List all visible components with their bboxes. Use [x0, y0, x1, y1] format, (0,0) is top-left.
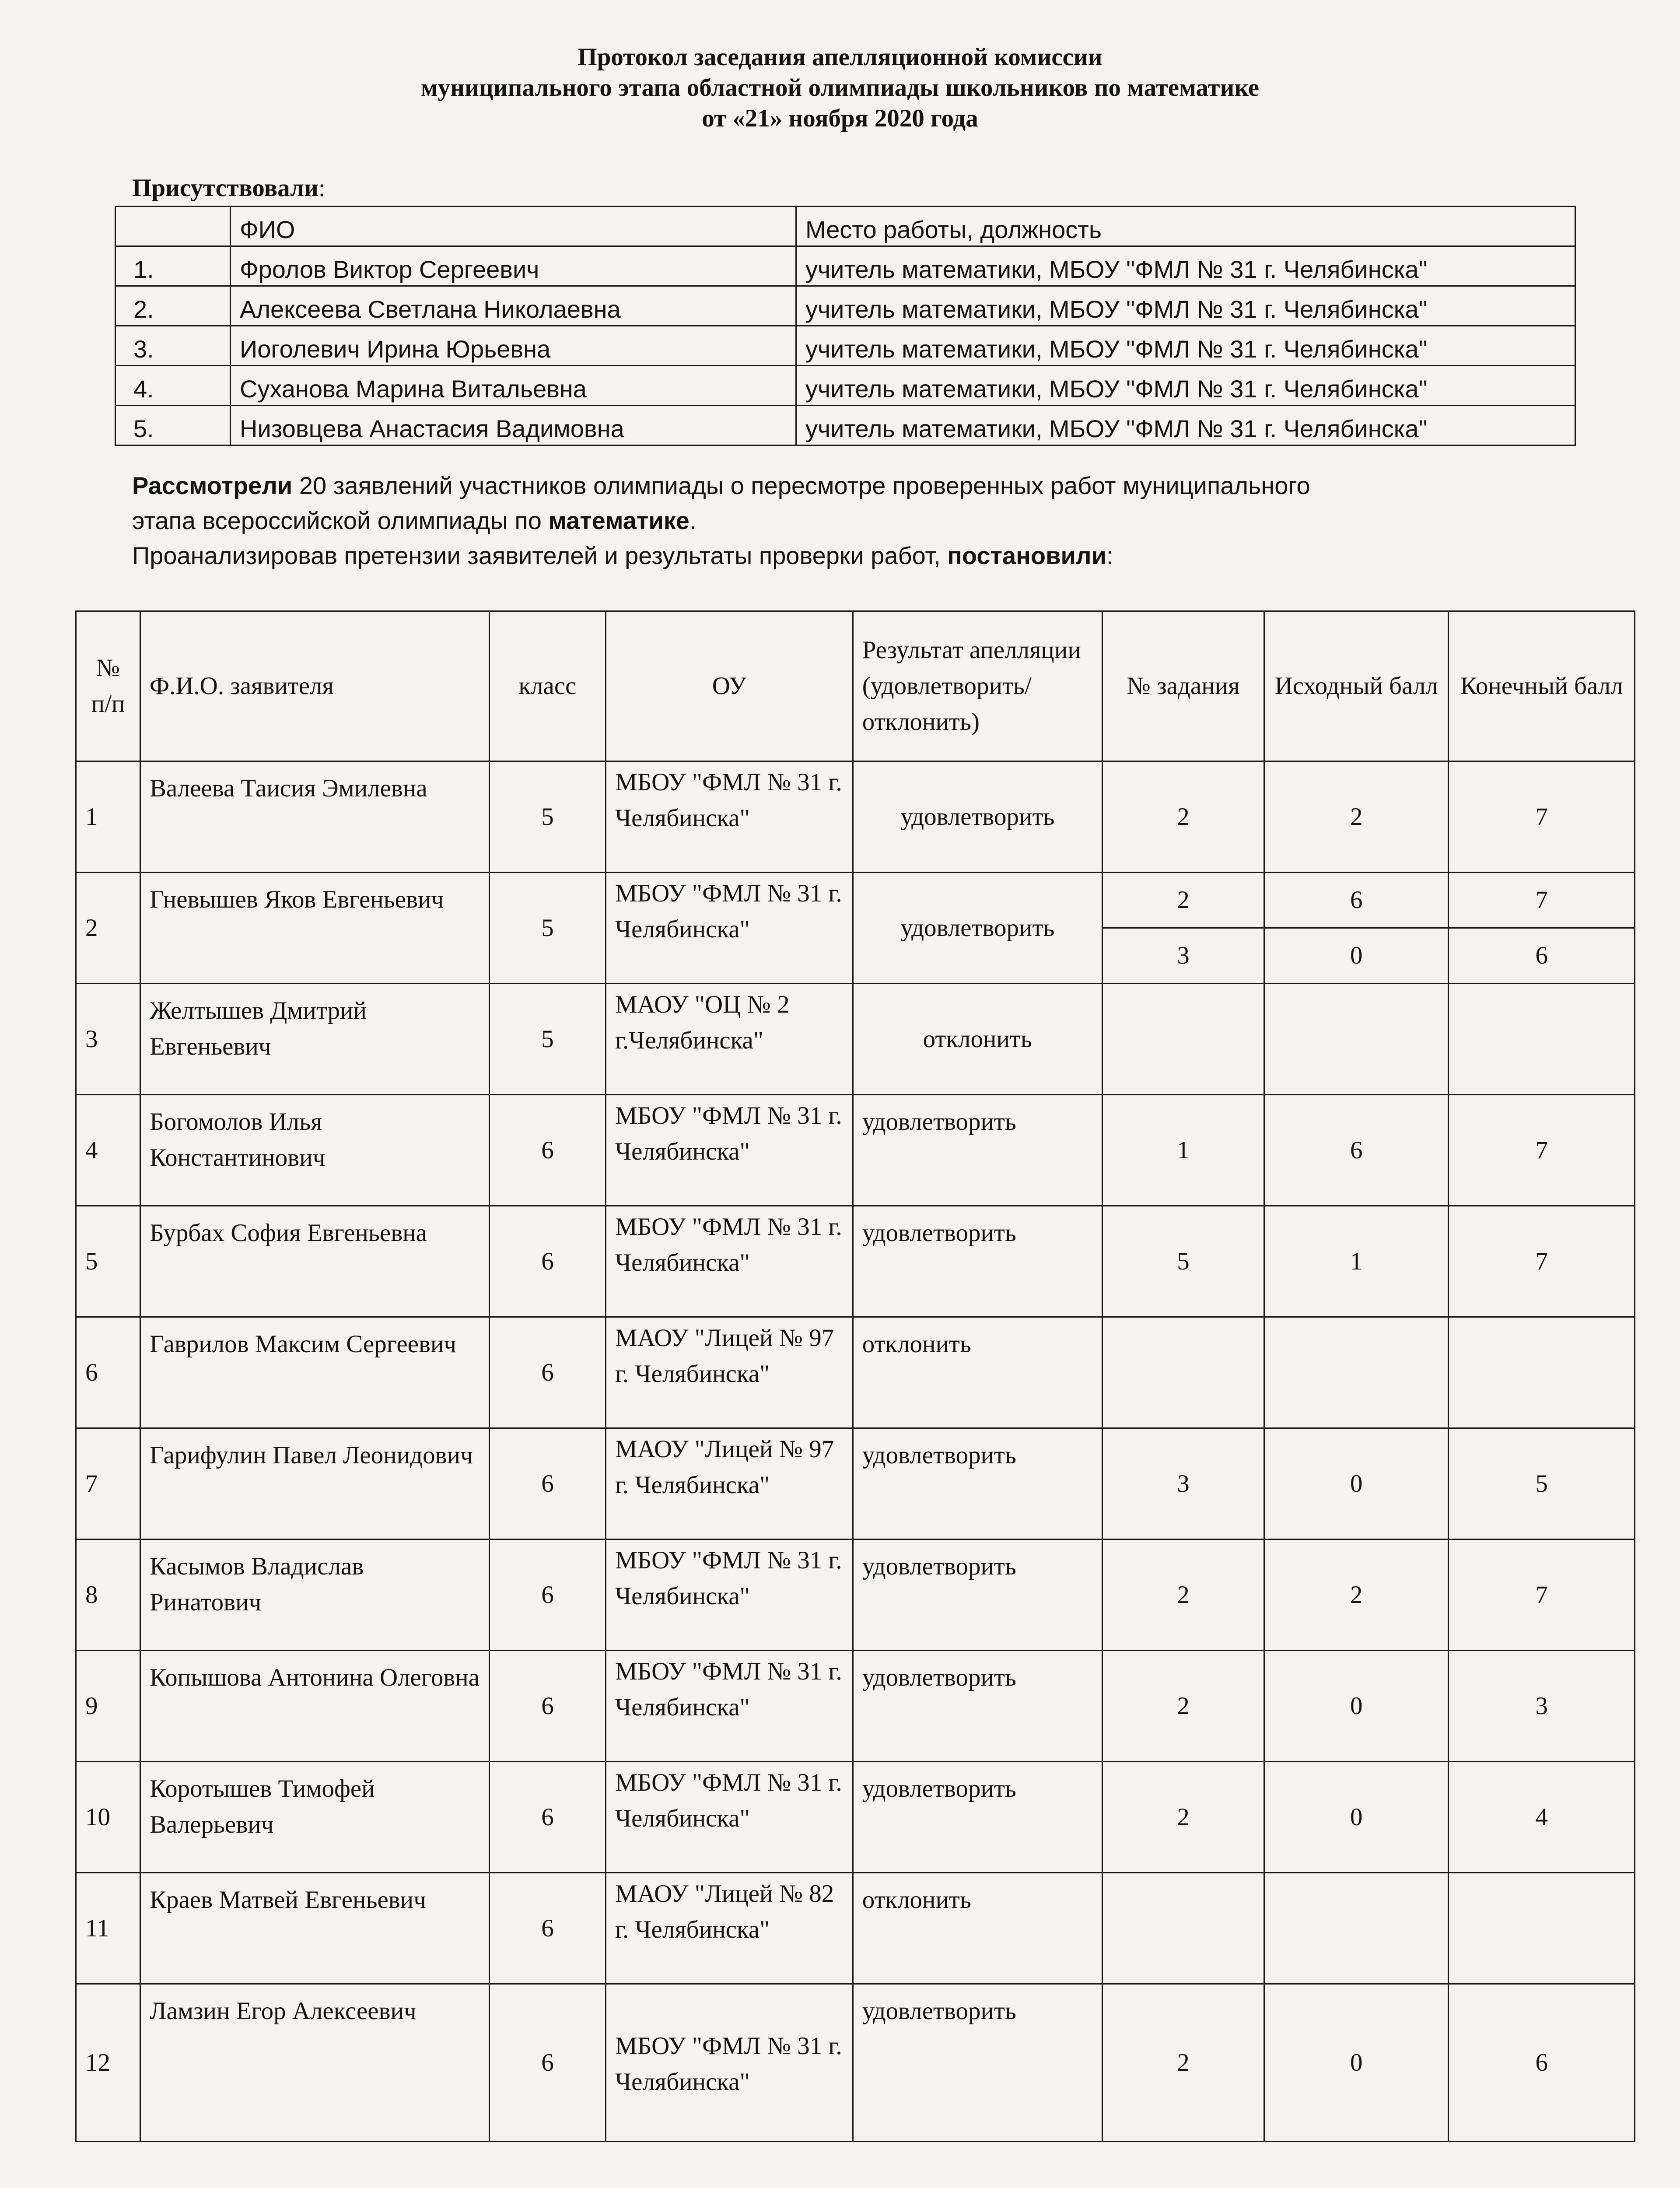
considered-text: 20 заявлений участников олимпиады о пересмотре проверенных работ муниципального [292, 472, 1310, 499]
attendee-position: учитель математики, МБОУ "ФМЛ № 31 г. Челябинска" [796, 286, 1575, 326]
applicant-name: Ламзин Егор Алексеевич [140, 1984, 489, 2142]
doc-title-line-1: Протокол заседания апелляционной комиссии [578, 43, 1102, 71]
row-number: 10 [76, 1762, 140, 1873]
task-number [1102, 1317, 1264, 1428]
appeal-result: удовлетворить [853, 1762, 1102, 1873]
row-number: 11 [76, 1873, 140, 1984]
appeal-result: отклонить [853, 984, 1102, 1095]
initial-score [1264, 1873, 1449, 1984]
task-number: 3 [1102, 928, 1264, 984]
line2-end: . [689, 507, 696, 534]
initial-score: 0 [1264, 928, 1449, 984]
final-score: 5 [1449, 1428, 1635, 1539]
final-score: 7 [1449, 1539, 1635, 1651]
table-row [76, 1873, 1635, 1984]
school: МАОУ "Лицей № 97 г. Челябинска" [606, 1317, 853, 1428]
grade: 6 [489, 1873, 606, 1984]
initial-score: 0 [1264, 1762, 1449, 1873]
table-row [76, 873, 1635, 928]
final-score: 7 [1449, 761, 1635, 873]
school: МАОУ "ОЦ № 2 г.Челябинска" [606, 984, 853, 1095]
initial-score [1264, 984, 1449, 1095]
applicant-name: Желтышев Дмитрий Евгеньевич [140, 984, 489, 1095]
task-number: 1 [1102, 1095, 1264, 1206]
applicant-name: Гарифулин Павел Леонидович [140, 1428, 489, 1539]
attendees-label-colon: : [318, 174, 326, 202]
attendee-number: 3. [116, 326, 231, 366]
col-result: Результат апелляции (удовлетворить/ отклонить) [853, 611, 1102, 761]
applicant-name: Богомолов Илья Константинович [140, 1095, 489, 1206]
final-score [1449, 1317, 1635, 1428]
task-number: 3 [1102, 1428, 1264, 1539]
school: МАОУ "Лицей № 97 г. Челябинска" [606, 1428, 853, 1539]
attendee-row [116, 246, 1575, 286]
attendee-fio: Фролов Виктор Сергеевич [231, 246, 796, 286]
initial-score [1264, 1317, 1449, 1428]
doc-title-line-3: от «21» ноября 2020 года [702, 105, 978, 132]
school: МБОУ "ФМЛ № 31 г. Челябинска" [606, 1095, 853, 1206]
row-number: 7 [76, 1428, 140, 1539]
table-row [76, 1095, 1635, 1206]
table-row [76, 1206, 1635, 1317]
grade: 6 [489, 1651, 606, 1762]
col-school: ОУ [606, 611, 853, 761]
subject-bold: математике [548, 507, 690, 534]
attendees-header-row [116, 207, 1575, 246]
row-number: 2 [76, 873, 140, 984]
row-number: 4 [76, 1095, 140, 1206]
line2-start: этапа всероссийской олимпиады по [132, 507, 549, 534]
table-row [76, 1317, 1635, 1428]
attendee-fio: Алексеева Светлана Николаевна [231, 286, 796, 326]
row-number: 9 [76, 1651, 140, 1762]
school: МБОУ "ФМЛ № 31 г. Челябинска" [606, 1206, 853, 1317]
decision-line-3 [132, 538, 1310, 573]
initial-score: 6 [1264, 1095, 1449, 1206]
attendees-col-no [116, 207, 231, 246]
initial-score: 2 [1264, 761, 1449, 873]
attendees-col-position: Место работы, должность [796, 207, 1575, 246]
task-number [1102, 1873, 1264, 1984]
row-number: 8 [76, 1539, 140, 1651]
final-score: 7 [1449, 873, 1635, 928]
task-number: 2 [1102, 761, 1264, 873]
line3-end: : [1106, 542, 1113, 569]
grade: 6 [489, 1539, 606, 1651]
row-number: 3 [76, 984, 140, 1095]
final-score: 6 [1449, 1984, 1635, 2142]
applicant-name: Бурбах София Евгеньевна [140, 1206, 489, 1317]
grade: 5 [489, 873, 606, 984]
attendee-number: 5. [116, 406, 231, 445]
final-score: 3 [1449, 1651, 1635, 1762]
grade: 6 [489, 1317, 606, 1428]
table-row [76, 1762, 1635, 1873]
attendees-label [132, 171, 326, 206]
appeals-table [75, 610, 1635, 2142]
initial-score: 0 [1264, 1651, 1449, 1762]
doc-title-line-2: муниципального этапа областной олимпиады школьников по математике [420, 74, 1260, 102]
attendee-fio: Иоголевич Ирина Юрьевна [231, 326, 796, 366]
attendee-fio: Низовцева Анастасия Вадимовна [231, 406, 796, 445]
appeal-result: удовлетворить [853, 1984, 1102, 2142]
table-row [76, 1539, 1635, 1651]
initial-score: 1 [1264, 1206, 1449, 1317]
table-row [76, 984, 1635, 1095]
task-number: 5 [1102, 1206, 1264, 1317]
row-number: 12 [76, 1984, 140, 2142]
task-number [1102, 984, 1264, 1095]
school: МБОУ "ФМЛ № 31 г. Челябинска" [606, 1651, 853, 1762]
attendees-col-fio: ФИО [231, 207, 796, 246]
attendee-row [116, 366, 1575, 406]
appeal-result: удовлетворить [853, 761, 1102, 873]
attendee-row [116, 406, 1575, 445]
attendee-fio: Суханова Марина Витальевна [231, 366, 796, 406]
attendee-position: учитель математики, МБОУ "ФМЛ № 31 г. Челябинска" [796, 406, 1575, 445]
task-number: 2 [1102, 873, 1264, 928]
initial-score: 0 [1264, 1428, 1449, 1539]
table-row [76, 761, 1635, 873]
final-score: 6 [1449, 928, 1635, 984]
initial-score: 6 [1264, 873, 1449, 928]
attendee-row [116, 286, 1575, 326]
final-score: 7 [1449, 1206, 1635, 1317]
applicant-name: Касымов Владислав Ринатович [140, 1539, 489, 1651]
grade: 6 [489, 1095, 606, 1206]
appeal-result: удовлетворить [853, 1651, 1102, 1762]
col-number: № п/п [76, 611, 140, 761]
school: МАОУ "Лицей № 82 г. Челябинска" [606, 1873, 853, 1984]
decision-line-1 [132, 468, 1310, 503]
applicant-name: Краев Матвей Евгеньевич [140, 1873, 489, 1984]
row-number: 6 [76, 1317, 140, 1428]
final-score [1449, 1873, 1635, 1984]
grade: 5 [489, 984, 606, 1095]
appeal-result: удовлетворить [853, 1095, 1102, 1206]
attendees-table [115, 206, 1576, 446]
row-number: 1 [76, 761, 140, 873]
table-row [76, 1984, 1635, 2142]
appeal-result: удовлетворить [853, 1539, 1102, 1651]
school: МБОУ "ФМЛ № 31 г. Челябинска" [606, 1539, 853, 1651]
grade: 5 [489, 761, 606, 873]
appeal-result: отклонить [853, 1873, 1102, 1984]
grade: 6 [489, 1428, 606, 1539]
final-score: 4 [1449, 1762, 1635, 1873]
final-score: 7 [1449, 1095, 1635, 1206]
grade: 6 [489, 1984, 606, 2142]
appeal-result: удовлетворить [853, 1206, 1102, 1317]
attendee-position: учитель математики, МБОУ "ФМЛ № 31 г. Челябинска" [796, 366, 1575, 406]
task-number: 2 [1102, 1984, 1264, 2142]
appeals-header-row [76, 611, 1635, 761]
grade: 6 [489, 1206, 606, 1317]
applicant-name: Валеева Таисия Эмилевна [140, 761, 489, 873]
table-row [76, 1651, 1635, 1762]
applicant-name: Гневышев Яков Евгеньевич [140, 873, 489, 984]
considered-bold: Рассмотрели [132, 472, 293, 499]
appeal-result: отклонить [853, 1317, 1102, 1428]
final-score [1449, 984, 1635, 1095]
col-initial-score: Исходный балл [1264, 611, 1449, 761]
school: МБОУ "ФМЛ № 31 г. Челябинска" [606, 1762, 853, 1873]
line3-start: Проанализировав претензии заявителей и результаты проверки работ, [132, 542, 948, 569]
initial-score: 0 [1264, 1984, 1449, 2142]
decision-line-2 [132, 503, 1310, 538]
school: МБОУ "ФМЛ № 31 г. Челябинска" [606, 761, 853, 873]
grade: 6 [489, 1762, 606, 1873]
attendee-number: 1. [116, 246, 231, 286]
attendee-row [116, 326, 1575, 366]
school: МБОУ "ФМЛ № 31 г. Челябинска" [606, 873, 853, 984]
applicant-name: Гаврилов Максим Сергеевич [140, 1317, 489, 1428]
initial-score: 2 [1264, 1539, 1449, 1651]
attendee-position: учитель математики, МБОУ "ФМЛ № 31 г. Челябинска" [796, 246, 1575, 286]
applicant-name: Копышова Антонина Олеговна [140, 1651, 489, 1762]
attendee-number: 2. [116, 286, 231, 326]
col-grade: класс [489, 611, 606, 761]
appeal-result: удовлетворить [853, 873, 1102, 984]
table-row [76, 1428, 1635, 1539]
appeal-result: удовлетворить [853, 1428, 1102, 1539]
col-name: Ф.И.О. заявителя [140, 611, 489, 761]
attendee-position: учитель математики, МБОУ "ФМЛ № 31 г. Челябинска" [796, 326, 1575, 366]
applicant-name: Коротышев Тимофей Валерьевич [140, 1762, 489, 1873]
row-number: 5 [76, 1206, 140, 1317]
decision-paragraph [132, 468, 1310, 573]
task-number: 2 [1102, 1762, 1264, 1873]
attendees-label-text: Присутствовали [132, 174, 318, 202]
task-number: 2 [1102, 1539, 1264, 1651]
decided-bold: постановили [947, 542, 1106, 569]
task-number: 2 [1102, 1651, 1264, 1762]
attendee-number: 4. [116, 366, 231, 406]
school: МБОУ "ФМЛ № 31 г. Челябинска" [606, 1984, 853, 2142]
col-final-score: Конечный балл [1449, 611, 1635, 761]
col-task: № задания [1102, 611, 1264, 761]
